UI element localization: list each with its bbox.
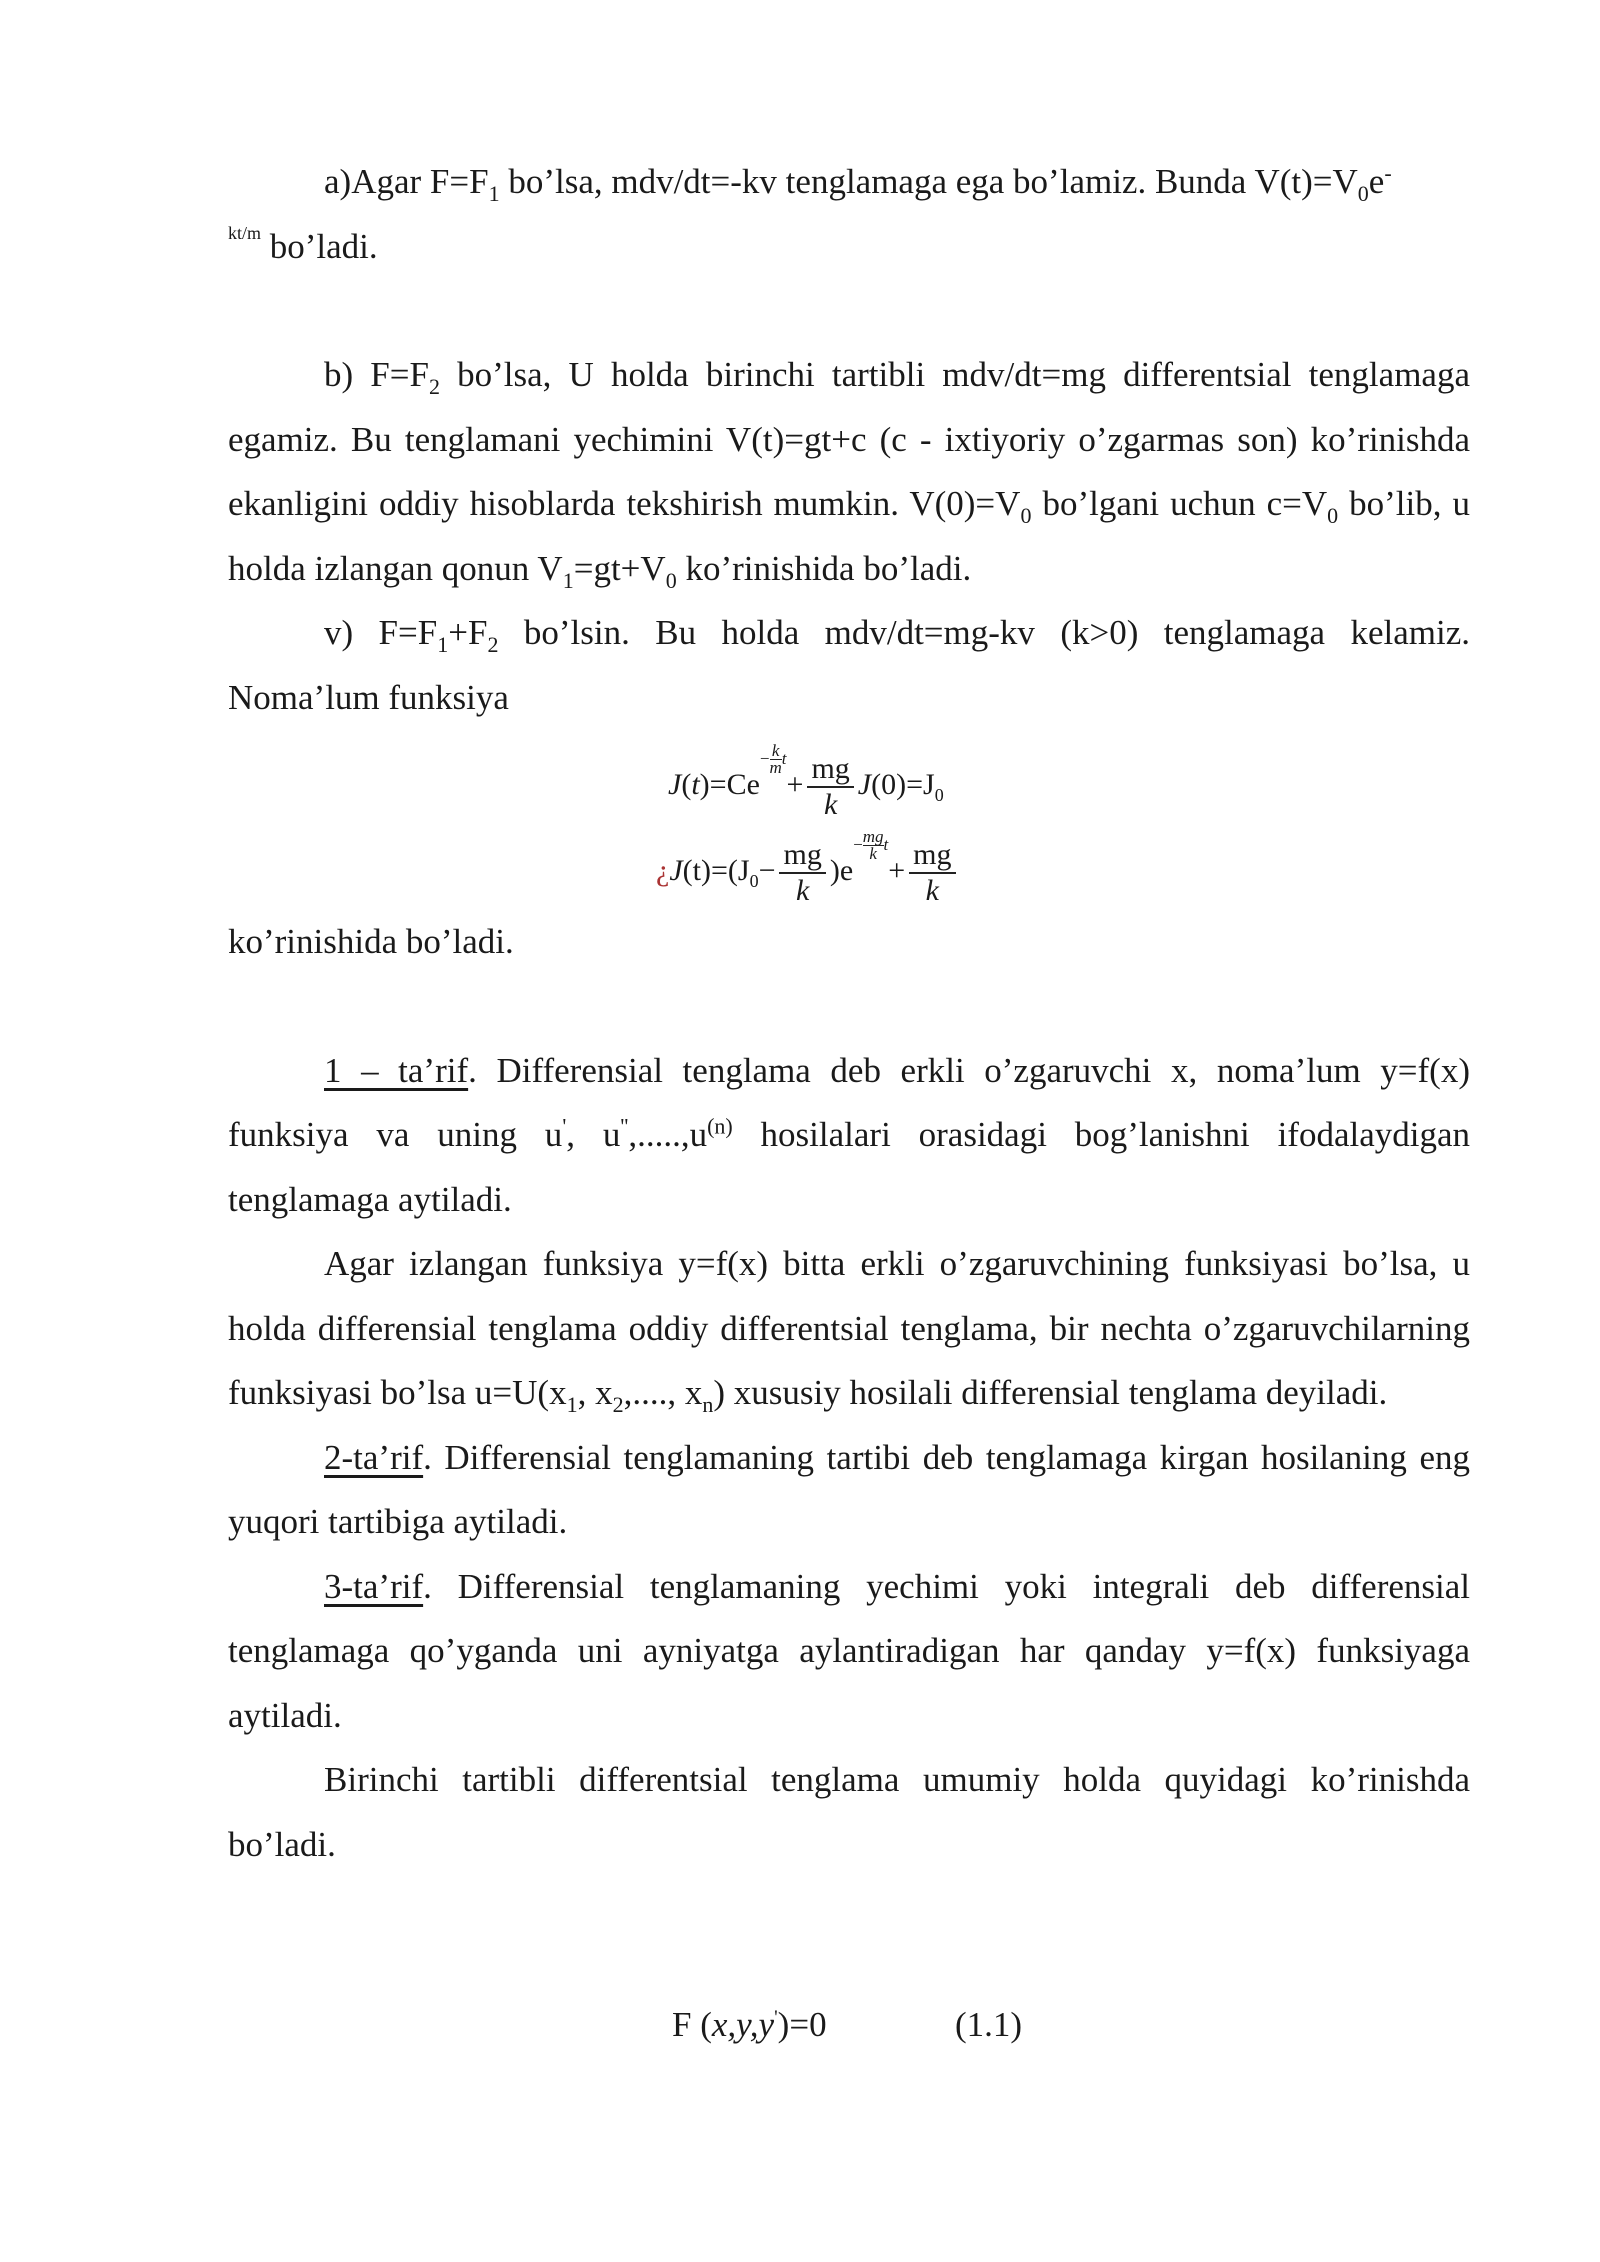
subscript: 2 [428,374,440,399]
numerator: mg [862,827,884,847]
text: , x [577,1373,613,1412]
text: bo’lsin. Bu holda mdv/dt=mg-kv (k>0) tenglamaga kelamiz. Noma’lum funksiya [228,613,1470,717]
text: bo’ladi. [261,226,378,266]
subscript: 0 [1357,181,1369,206]
text: ko’rinishida bo’ladi. [676,548,972,588]
text: e [1368,162,1385,201]
symbol: − [853,834,863,854]
symbol: J [857,767,872,801]
definition-1 [228,1039,1470,1233]
paragraph-case-b [228,343,1470,601]
symbol: )e [829,853,854,887]
text: bo’lib, u holda izlangan qonun V [228,484,1470,588]
text: , u [566,1115,621,1154]
text: bo’lgani uchun c=V [1031,484,1328,523]
denominator: k [925,874,939,907]
denominator: k [795,874,810,907]
fraction [779,838,825,908]
document-page [228,150,1470,1877]
denominator: k [869,844,877,864]
paragraph-case-v [228,601,1470,730]
subscript: 1 [488,181,500,206]
subscript: n [702,1392,714,1417]
paragraph-agar [228,1232,1470,1426]
symbol: ( [681,767,692,801]
definition-label: 3-ta’rif [324,1566,424,1606]
definition-3 [228,1555,1470,1749]
text: ,.....,u [628,1115,708,1154]
subscript: 2 [487,632,499,657]
paragraph-case-a [228,150,1470,215]
text: bo’lsa, mdv/dt=-kv tenglamaga ega bo’lamiz. Bunda V(t)=V [499,162,1358,201]
symbol: )=Ce [699,767,760,801]
text: =gt+V [573,548,666,588]
text: +F [448,613,488,652]
text: . Differensial tenglamaning tartibi deb tenglamaga kirgan hosilaning eng yuqori tartibiga aytiladi. [228,1437,1470,1541]
formula-number: (1.1) [955,2005,1023,2044]
numerator: mg [779,838,825,874]
paragraph-after-equation: ko’rinishida bo’ladi. [228,922,514,961]
subscript: 0 [1327,503,1339,528]
subscript: 1 [566,1392,578,1417]
text: bo’lsa, U holda birinchi tartibli mdv/dt=mg differentsial tenglamaga egamiz. Bu tenglamani yechimini V(t)=gt+c (c - ixtiyoriy o’zgarmas son) ko’rinishda ekanligini oddiy hisoblarda tekshirish mumkin. V(0)=V [228,355,1470,523]
superscript: ' [774,2006,778,2029]
exponent [759,741,787,778]
text: . Differensial tenglama deb erkli o’zgaruvchi x, noma’lum y=f(x) funksiya va uning u [228,1050,1470,1154]
text: . Differensial tenglamaning yechimi yoki integrali deb differensial tenglamaga qo’yganda uni ayniyatga aylantiradigan har qanday y=f(x) funksiyaga aytiladi. [228,1566,1470,1735]
symbol: J [669,853,683,887]
text: Agar izlangan funksiya y=f(x) bitta erkli o’zgaruvchining funksiyasi bo’lsa, u holda differensial tenglama oddiy differentsial tenglama, bir nechta o’zgaruvchilarning funksiyasi bo’lsa u=U(x [228,1244,1470,1412]
symbol: − [758,853,776,887]
subscript: 0 [749,870,759,891]
fraction [909,838,955,908]
symbol: t [883,834,889,854]
definition-label: 2-ta’rif [324,1437,424,1477]
superscript: kt/m [228,222,262,243]
subscript: 1 [437,632,449,657]
exponent-fraction [770,743,782,776]
text: v) F=F [324,613,438,652]
text: hosilalari orasidagi bog’lanishni ifodalaydigan tenglamaga aytiladi. [228,1115,1471,1219]
symbol: t [781,748,787,768]
symbol: (t)=(J [682,853,750,887]
subscript: 0 [934,784,944,805]
subscript: 0 [1020,503,1032,528]
text: a)Agar F=F [324,162,489,201]
equation-block [228,730,1470,910]
text: ) xususiy hosilali differensial tenglama deyiladi. [713,1373,1388,1412]
numerator: k [770,743,782,760]
exponent [853,827,889,864]
denominator: m [769,758,782,778]
symbol: − [759,748,770,768]
paragraph-birinchi: Birinchi tartibli differentsial tenglama umumiy holda quyidagi ko’rinishda bo’ladi. [228,1760,1470,1864]
text: ,...., x [623,1373,703,1412]
superscript: (n) [707,1113,733,1139]
formula-1-1 [672,2005,827,2045]
symbol: + [786,767,804,801]
numerator: mg [807,752,853,788]
text: b) F=F [324,355,429,394]
definition-2 [228,1426,1470,1555]
exponent-fraction [863,829,884,862]
subscript: 2 [612,1392,624,1417]
denominator: k [823,788,838,821]
superscript: ' [562,1113,567,1139]
subscript: 0 [665,567,677,593]
symbol: ¿ [656,853,670,887]
symbol: J [668,767,682,801]
symbol: )=0 [777,2005,827,2044]
definition-label: 1 – ta’rif [324,1050,469,1090]
superscript: '' [620,1113,629,1139]
subscript: 1 [562,567,574,593]
symbol: (0)=J [871,767,935,801]
symbol: x,y,y [711,2005,775,2044]
symbol: F ( [672,2005,712,2044]
superscript: - [1384,160,1392,186]
symbol: + [888,853,906,887]
paragraph-case-a-cont [228,215,1470,280]
symbol: t [691,767,700,801]
fraction [807,752,853,822]
numerator: mg [909,838,955,874]
